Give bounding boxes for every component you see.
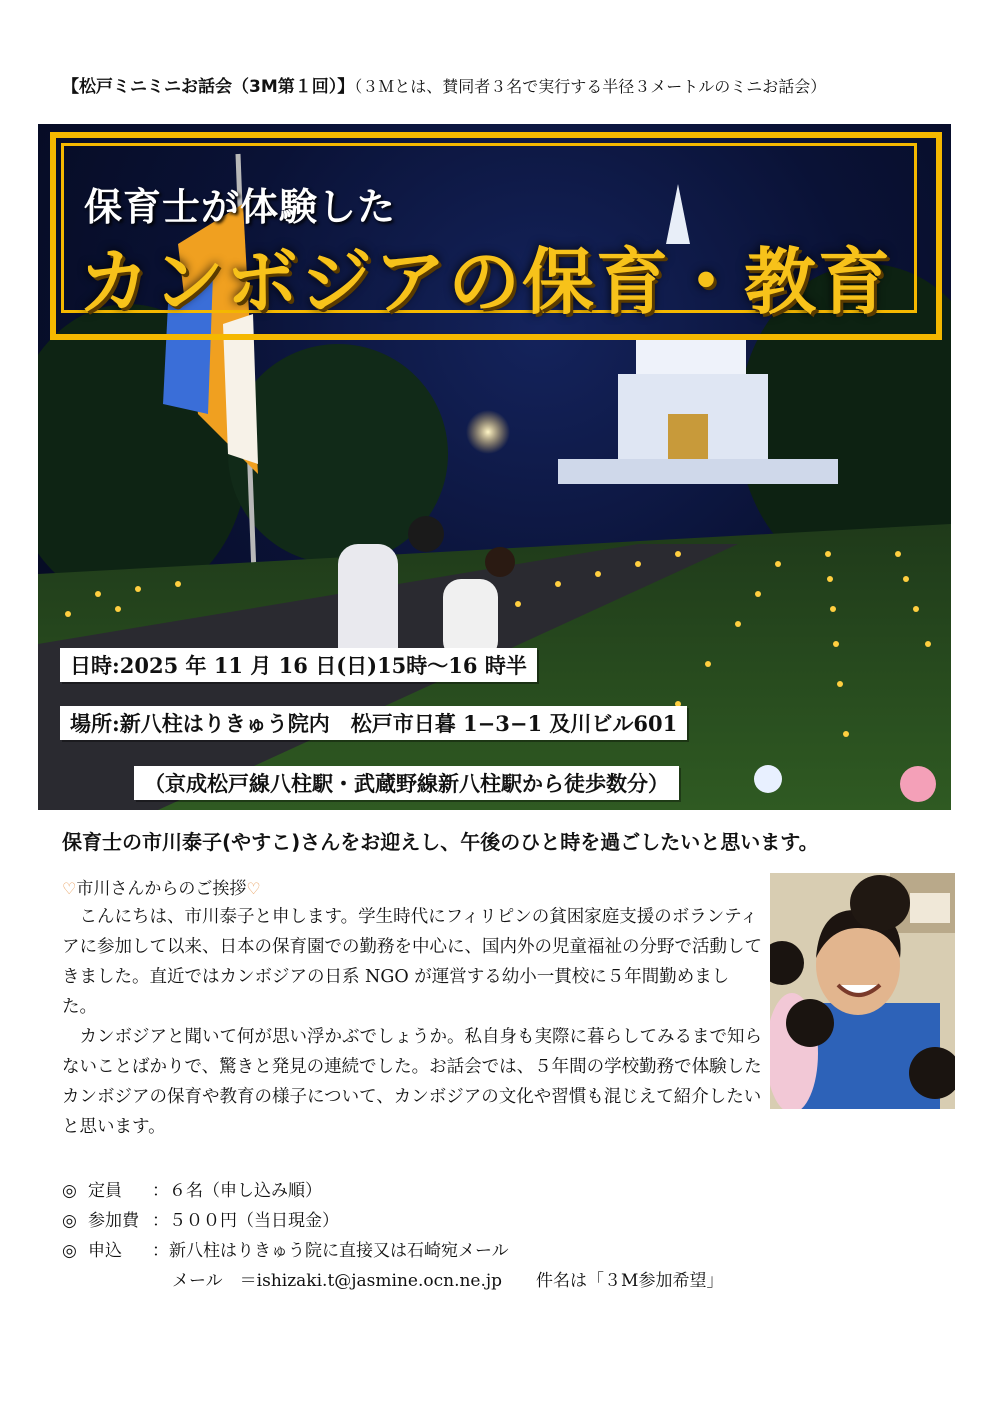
greeting-paragraph: カンボジアと聞いて何が思い浮かぶでしょうか。私自身も実際に暮らしてみるまで知らないことばかりで、驚きと発見の連続でした。お話会では、５年間の学校勤務で体験したカンボジアの保育や教育の様子について、カンボジアの文化や習慣も混じえて紹介したいと思います。 [62, 1027, 762, 1137]
greeting-body [62, 902, 762, 1142]
event-series-title: 【松戸ミニミニお話会（3M第１回）】 [62, 77, 355, 97]
event-series-note: （３Ｍとは、賛同者３名で実行する半径３メートルのミニお話会） [354, 77, 827, 96]
event-title-line1: 保育士が体験した [84, 185, 397, 229]
heart-icon: ♡ [246, 879, 261, 898]
greeting-paragraph: こんにちは、市川泰子と申します。学生時代にフィリピンの貧困家庭支援のボランティアに参加して以来、日本の保育園での勤務を中心に、国内外の児童福祉の分野で活動してきました。直近ではカンボジアの日系 NGO が運営する幼小一貫校に５年間勤めました。 [62, 907, 762, 1017]
access-label: （京成松戸線八柱駅・武蔵野線新八柱駅から徒歩数分） [134, 766, 679, 800]
capacity-value: ：６名（申し込み順） [152, 1181, 322, 1201]
bullet-mark: ◎ [62, 1241, 77, 1261]
venue-label: 場所:新八柱はりきゅう院内 松戸市日暮 1−3−1 及川ビル601 [60, 706, 687, 740]
mail-line: メール ＝ishizaki.t@jasmine.ocn.ne.jp 件名は「３M参加希望」 [172, 1271, 724, 1291]
bullet-mark: ◎ [62, 1211, 77, 1231]
header-line [62, 72, 942, 97]
capacity-row [62, 1176, 723, 1206]
event-details [62, 1176, 723, 1296]
speaker-photo [770, 873, 955, 1109]
fee-value: ：５００円（当日現金） [152, 1211, 339, 1231]
greeting-heading [62, 874, 261, 899]
hero-banner [38, 124, 951, 810]
apply-key: 申込 [88, 1241, 122, 1261]
heart-icon: ♡ [62, 879, 77, 898]
capacity-key: 定員 [88, 1181, 122, 1201]
fee-row [62, 1206, 723, 1236]
greeting-title: 市川さんからのご挨拶 [76, 879, 247, 899]
fee-key: 参加費 [88, 1211, 139, 1231]
apply-row [62, 1236, 723, 1266]
bullet-mark: ◎ [62, 1181, 77, 1201]
lead-sentence: 保育士の市川泰子(やすこ)さんをお迎えし、午後のひと時を過ごしたいと思います。 [62, 830, 819, 854]
datetime-label: 日時:2025 年 11 月 16 日(日)15時～16 時半 [60, 648, 537, 682]
event-title-line2: カンボジアの保育・教育 [78, 240, 893, 324]
apply-value: ：新八柱はりきゅう院に直接又は石崎宛メール [152, 1241, 509, 1261]
